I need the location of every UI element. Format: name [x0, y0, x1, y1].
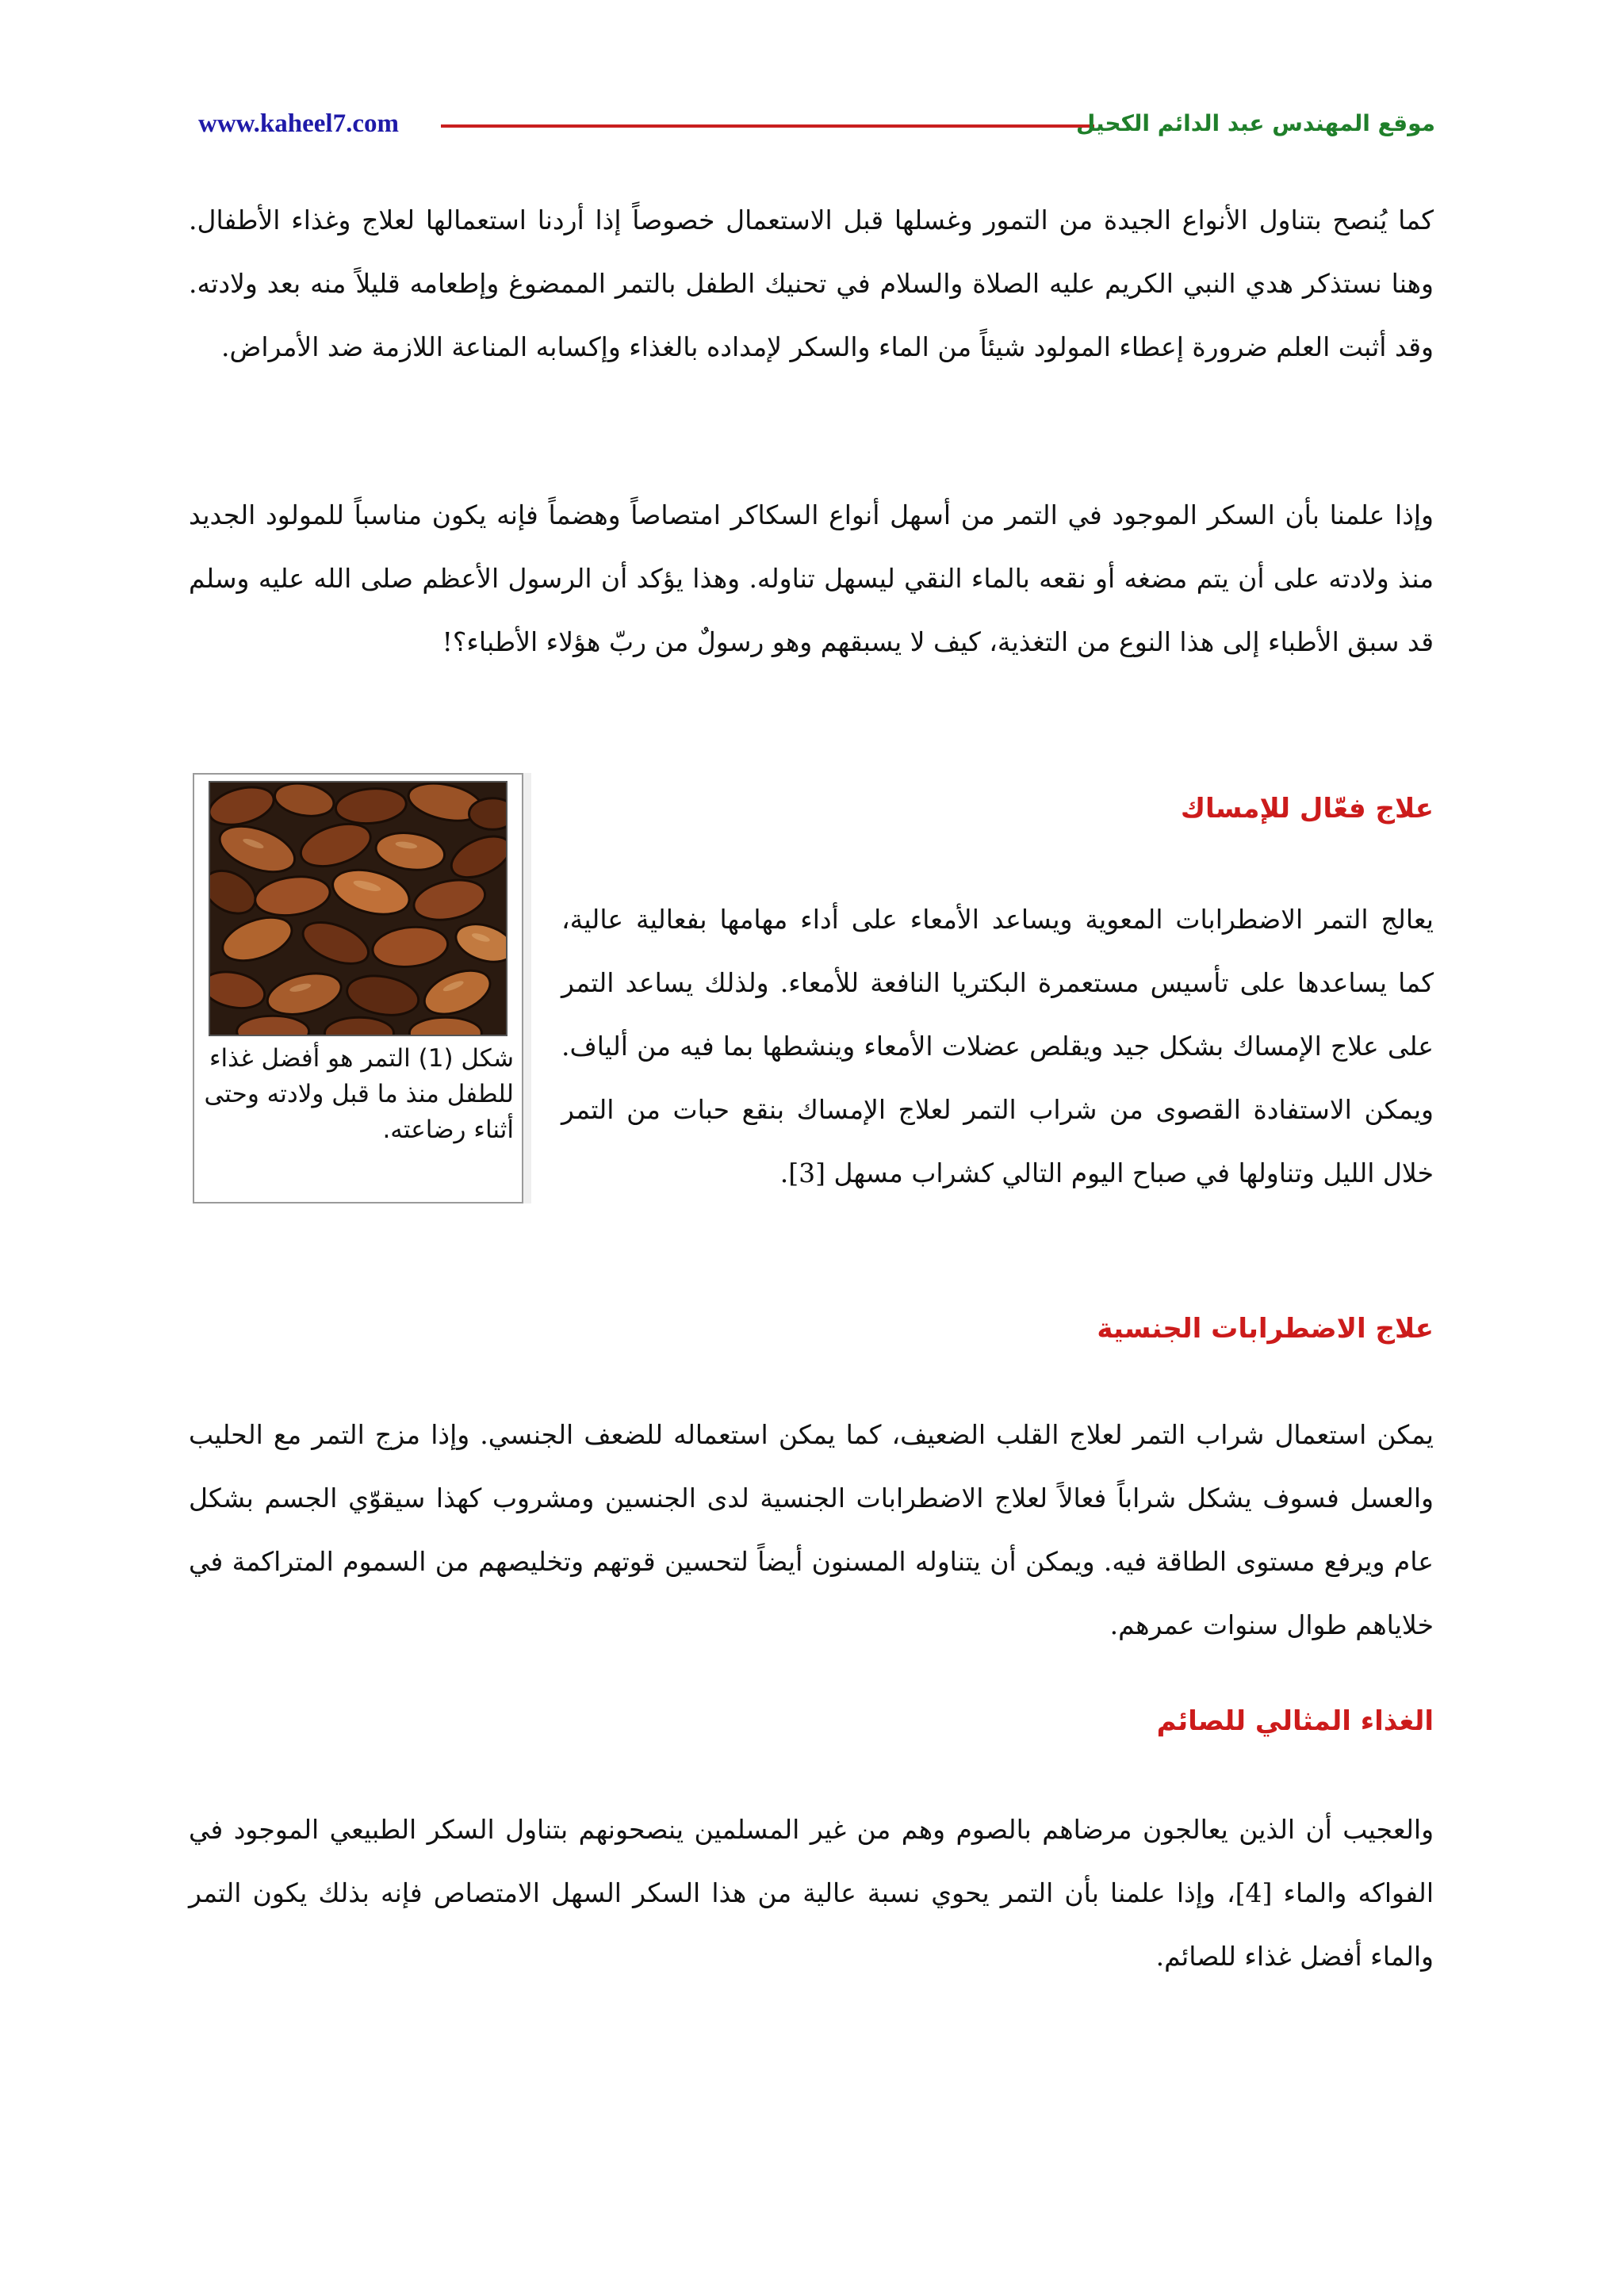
dates-photo-icon — [210, 783, 506, 1035]
dates-photo — [209, 781, 508, 1036]
figure-shadow — [523, 773, 531, 1203]
heading-constipation: علاج فعّال للإمساك — [1180, 793, 1434, 825]
paragraph-dates-for-children: كما يُنصح بتناول الأنواع الجيدة من التمور وغسلها قبل الاستعمال خصوصاً إذا أردنا استعمالها لعلاج وغذاء الأطفال. وهنا نستذكر هدي النبي الكريم عليه الصلاة والسلام في تحنيك الطفل بالتمر الممضوغ وإطعامه قليلاً منه بعد ولادته. وقد أثبت العلم ضرورة إعطاء المولود شيئاً من الماء والسكر لإمداده بالغذاء وإكسابه المناعة اللازمة ضد الأمراض. — [189, 205, 1434, 362]
heading-sexual-disorders: علاج الاضطرابات الجنسية — [1097, 1313, 1434, 1345]
paragraph-fasting-food: والعجيب أن الذين يعالجون مرضاهم بالصوم وهم من غير المسلمين ينصحونهم بتناول السكر الطبيعي الموجود في الفواكه والماء [4]، وإذا علمنا بأن التمر يحوي نسبة عالية من هذا السكر السهل الامتصاص فإنه بذلك يكون التمر والماء أفضل غذاء للصائم. — [189, 1814, 1434, 1972]
figure-dates — [193, 773, 523, 1203]
paragraph-sugar-absorption: وإذا علمنا بأن السكر الموجود في التمر من أسهل أنواع السكاكر امتصاصاً وهضماً فإنه يكون مناسباً للمولود الجديد منذ ولادته على أن يتم مضغه أو نقعه بالماء النقي ليسهل تناوله. وهذا يؤكد أن الرسول الأعظم صلى الله عليه وسلم قد سبق الأطباء إلى هذا النوع من التغذية، كيف لا يسبقهم وهو رسولٌ من ربّ هؤلاء الأطباء؟! — [189, 499, 1434, 657]
heading-fasting-food: الغذاء المثالي للصائم — [1156, 1705, 1434, 1737]
page-header — [198, 101, 1435, 146]
paragraph-sexual-disorders: يمكن استعمال شراب التمر لعلاج القلب الضعيف، كما يمكن استعماله للضعف الجنسي. وإذا مزج التمر مع الحليب والعسل فسوف يشكل شراباً فعالاً لعلاج الاضطرابات الجنسية لدى الجنسين ومشروب كهذا سيقوّي الجسم بشكل عام ويرفع مستوى الطاقة فيه. ويمكن أن يتناوله المسنون أيضاً لتحسين قوتهم وتخليصهم من السموم المتراكمة في خلاياهم طوال سنوات عمرهم. — [189, 1419, 1434, 1640]
paragraph-constipation: يعالج التمر الاضطرابات المعوية ويساعد الأمعاء على أداء مهامها بفعالية عالية، كما يساعدها على تأسيس مستعمرة البكتريا النافعة للأمعاء. ولذلك يساعد التمر على علاج الإمساك بشكل جيد ويقلص عضلات الأمعاء وينشطها بما فيه من ألياف. ويمكن الاستفادة القصوى من شراب التمر لعلاج الإمساك بنقع حبات من التمر خلال الليل وتناولها في صباح اليوم التالي كشراب مسهل [3]. — [561, 904, 1434, 1188]
figure-caption: شكل (1) التمر هو أفضل غذاء للطفل منذ ما قبل ولادته وحتى أثناء رضاعته. — [204, 1044, 514, 1144]
header-rule — [441, 124, 1094, 128]
header-url-link[interactable]: www.kaheel7.com — [198, 109, 399, 138]
header-site-name: موقع المهندس عبد الدائم الكحيل — [1075, 110, 1435, 136]
